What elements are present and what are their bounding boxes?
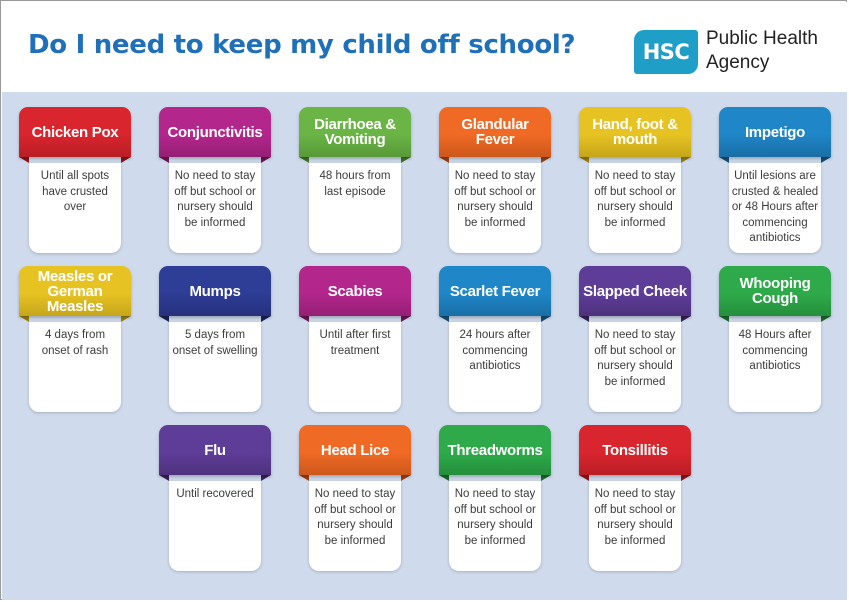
illness-name: Whooping Cough: [739, 275, 811, 307]
illness-card: [719, 107, 831, 253]
ribbon-fold-left: [299, 157, 309, 163]
ribbon-fold-right: [261, 157, 271, 163]
illness-name: Flu: [204, 441, 226, 459]
card-advice: Until recovered: [176, 488, 254, 500]
illness-card: [439, 266, 551, 412]
logo-line-2: Agency: [706, 52, 770, 73]
ribbon-fold-left: [19, 157, 29, 163]
card-body: [729, 163, 821, 253]
ribbon-fold-right: [681, 316, 691, 322]
illness-card: [299, 107, 411, 253]
ribbon-fold-right: [681, 157, 691, 163]
card-advice: Until lesions are crusted & healed or 48 Hours after commencing antibiotics: [731, 170, 819, 244]
ribbon-fold-left: [719, 316, 729, 322]
illness-card: [299, 425, 411, 571]
ribbon-fold-left: [19, 316, 29, 322]
card-heading: [579, 266, 691, 316]
card-advice: No need to stay off but school or nursery should be informed: [174, 170, 256, 229]
card-body: [449, 481, 541, 571]
illness-name: Tonsillitis: [602, 441, 668, 459]
card-advice: No need to stay off but school or nursery should be informed: [594, 170, 676, 229]
card-body: [29, 322, 121, 412]
illness-grid: [2, 92, 847, 600]
card-body: [169, 322, 261, 412]
illness-card: [19, 266, 131, 412]
ribbon-fold-left: [719, 157, 729, 163]
ribbon-fold-left: [299, 475, 309, 481]
ribbon-fold-right: [121, 316, 131, 322]
illness-card: [719, 266, 831, 412]
card-heading: [719, 266, 831, 316]
illness-card: [299, 266, 411, 412]
ribbon-fold-right: [401, 157, 411, 163]
illness-name: Head Lice: [320, 441, 390, 459]
ribbon-fold-left: [579, 157, 589, 163]
illness-name: Measles or German Measles: [37, 267, 113, 315]
card-advice: No need to stay off but school or nursery should be informed: [594, 488, 676, 547]
card-heading: [159, 425, 271, 475]
illness-card: [19, 107, 131, 253]
ribbon-fold-right: [541, 316, 551, 322]
card-advice: No need to stay off but school or nursery should be informed: [314, 488, 396, 547]
illness-card: [159, 266, 271, 412]
ribbon-fold-right: [681, 475, 691, 481]
card-body: [309, 322, 401, 412]
card-body: [449, 163, 541, 253]
card-body: [169, 481, 261, 571]
ribbon-fold-left: [439, 157, 449, 163]
illness-name: Scabies: [327, 282, 383, 300]
card-body: [29, 163, 121, 253]
card-body: [729, 322, 821, 412]
card-heading: [19, 266, 131, 316]
illness-name: Conjunctivitis: [167, 123, 263, 141]
ribbon-fold-left: [579, 475, 589, 481]
ribbon-fold-right: [401, 316, 411, 322]
card-advice: 4 days from onset of rash: [41, 329, 109, 357]
card-heading: [719, 107, 831, 157]
illness-name: Threadworms: [447, 441, 543, 459]
card-advice: 48 Hours after commencing antibiotics: [738, 329, 812, 372]
ribbon-fold-right: [121, 157, 131, 163]
illness-name: Glandular Fever: [461, 116, 529, 148]
ribbon-fold-left: [159, 475, 169, 481]
card-body: [309, 163, 401, 253]
ribbon-fold-left: [159, 316, 169, 322]
card-heading: [579, 107, 691, 157]
illness-card: [579, 266, 691, 412]
card-body: [169, 163, 261, 253]
illness-name: Impetigo: [744, 123, 806, 141]
card-heading: [299, 266, 411, 316]
ribbon-fold-left: [579, 316, 589, 322]
ribbon-fold-right: [821, 316, 831, 322]
card-heading: [19, 107, 131, 157]
ribbon-fold-right: [541, 157, 551, 163]
card-advice: Until after first treatment: [319, 329, 391, 357]
ribbon-fold-right: [541, 475, 551, 481]
card-body: [589, 163, 681, 253]
card-body: [589, 481, 681, 571]
card-advice: No need to stay off but school or nursery should be informed: [454, 170, 536, 229]
illness-name: Scarlet Fever: [449, 282, 541, 300]
illness-card: [439, 107, 551, 253]
illness-card: [159, 425, 271, 571]
card-heading: [439, 425, 551, 475]
poster-header: [2, 2, 847, 92]
illness-card: [159, 107, 271, 253]
illness-card: [579, 107, 691, 253]
hsc-logo-mark: HSC: [634, 30, 698, 74]
card-body: [309, 481, 401, 571]
illness-name: Chicken Pox: [31, 123, 119, 141]
ribbon-fold-right: [261, 316, 271, 322]
card-advice: 24 hours after commencing antibiotics: [459, 329, 531, 372]
card-heading: [299, 425, 411, 475]
card-heading: [299, 107, 411, 157]
illness-name: Mumps: [189, 282, 241, 300]
card-heading: [159, 266, 271, 316]
ribbon-fold-left: [439, 316, 449, 322]
card-body: [449, 322, 541, 412]
logo-wordmark: [706, 27, 849, 75]
illness-card: [439, 425, 551, 571]
card-heading: [579, 425, 691, 475]
ribbon-fold-left: [159, 157, 169, 163]
card-advice: No need to stay off but school or nursery should be informed: [594, 329, 676, 388]
ribbon-fold-left: [299, 316, 309, 322]
card-heading: [439, 107, 551, 157]
card-body: [589, 322, 681, 412]
illness-name: Hand, foot & mouth: [592, 116, 678, 148]
card-heading: [439, 266, 551, 316]
card-heading: [159, 107, 271, 157]
logo-line-1: Public Health: [706, 28, 818, 49]
card-advice: 48 hours from last episode: [319, 170, 391, 198]
illness-name: Slapped Cheek: [583, 282, 687, 300]
ribbon-fold-right: [261, 475, 271, 481]
ribbon-fold-right: [821, 157, 831, 163]
poster-title: Do I need to keep my child off school?: [28, 30, 576, 60]
illness-card: [579, 425, 691, 571]
illness-name: Diarrhoea & Vomiting: [314, 116, 396, 148]
card-advice: 5 days from onset of swelling: [172, 329, 258, 357]
ribbon-fold-left: [439, 475, 449, 481]
ribbon-fold-right: [401, 475, 411, 481]
card-advice: No need to stay off but school or nursery should be informed: [454, 488, 536, 547]
card-advice: Until all spots have crusted over: [40, 170, 110, 213]
